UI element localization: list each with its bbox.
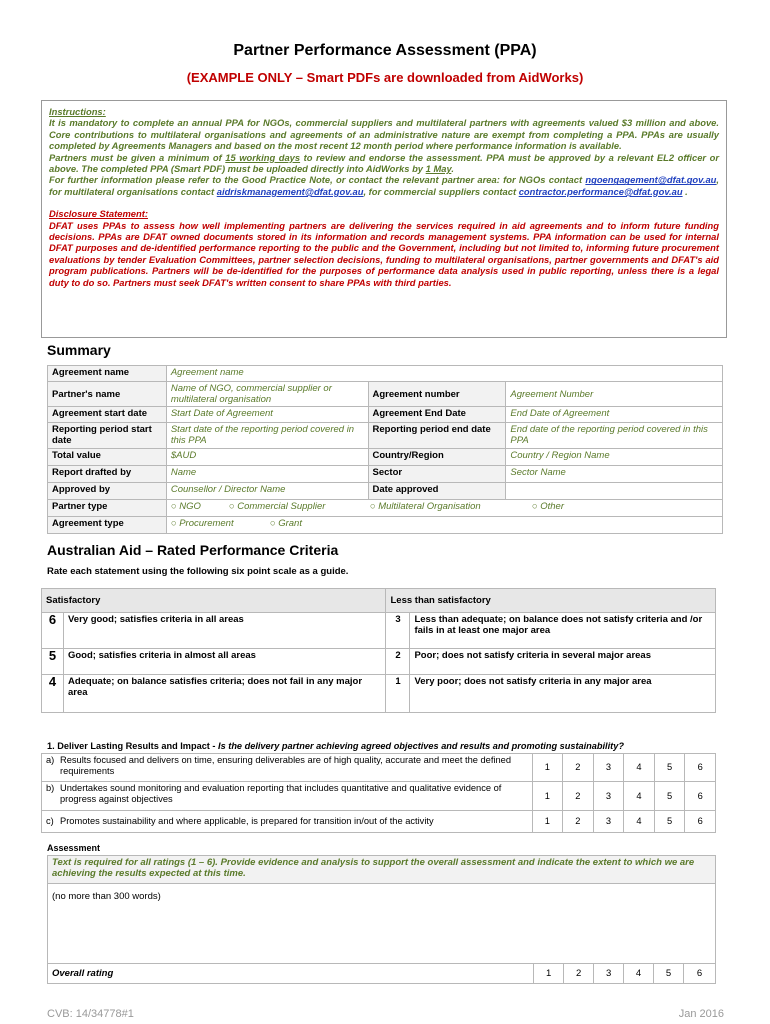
country-label: Country/Region [368, 449, 506, 466]
assessment-table [47, 855, 716, 984]
rating-6[interactable]: 6 [685, 782, 716, 811]
instr-deadline: 15 working days [225, 151, 301, 163]
rating-3[interactable]: 3 [593, 782, 624, 811]
end-date-field[interactable]: End Date of Agreement [506, 407, 723, 423]
period-end-field[interactable]: End date of the reporting period covered in this PPA [506, 423, 723, 449]
scale-1: 1 [386, 675, 410, 713]
overall-rating-2[interactable]: 2 [564, 964, 594, 984]
instr-date: 1 May [425, 163, 452, 175]
partner-type-options [166, 500, 722, 517]
partner-type-label: Partner type [48, 500, 167, 517]
start-date-label: Agreement start date [48, 407, 167, 423]
criteria-heading: Australian Aid – Rated Performance Criteria [47, 542, 339, 558]
scale-5: 5 [42, 649, 64, 675]
rating-2[interactable]: 2 [563, 782, 594, 811]
less-satisfactory-header: Less than satisfactory [386, 589, 716, 613]
rating-3[interactable]: 3 [593, 754, 624, 782]
rating-4[interactable]: 4 [624, 811, 655, 833]
instr-text: Partners must be given a minimum of [49, 151, 226, 163]
page-subtitle: (EXAMPLE ONLY – Smart PDFs are downloaded from AidWorks) [186, 70, 584, 85]
instr-text: . [451, 163, 454, 175]
instr-text: , for commercial suppliers contact [363, 185, 519, 197]
rating-6[interactable]: 6 [685, 811, 716, 833]
multilateral-email-link[interactable]: aidriskmanagement@dfat.gov.au [216, 185, 364, 197]
period-start-field[interactable]: Start date of the reporting period covered in this PPA [166, 423, 368, 449]
country-field[interactable]: Country / Region Name [506, 449, 723, 466]
overall-rating-4[interactable]: 4 [624, 964, 654, 984]
scale-3: 3 [386, 613, 410, 649]
criteria-text [42, 754, 533, 782]
approved-by-label: Approved by [48, 483, 167, 500]
overall-rating-5[interactable]: 5 [654, 964, 684, 984]
rating-4[interactable]: 4 [624, 754, 655, 782]
scale-3-text: Less than adequate; on balance does not satisfy criteria and /or fails in at least one major area [410, 613, 716, 649]
ngo-email-link[interactable]: ngoengagement@dfat.gov.au [585, 174, 717, 186]
satisfactory-header: Satisfactory [42, 589, 386, 613]
criteria-row [42, 782, 716, 811]
criteria-row [42, 811, 716, 833]
overall-rating-3[interactable]: 3 [594, 964, 624, 984]
rating-6[interactable]: 6 [685, 754, 716, 782]
instr-text: . [682, 185, 688, 197]
criteria-text [42, 811, 533, 833]
scale-4: 4 [42, 675, 64, 713]
assessment-label: Assessment [47, 843, 101, 853]
period-end-label: Reporting period end date [368, 423, 506, 449]
partner-type-commercial-radio[interactable]: ○ Commercial Supplier [228, 501, 326, 512]
sector-field[interactable]: Sector Name [506, 466, 723, 483]
q1-title: 1. Deliver Lasting Results and Impact - [47, 741, 219, 751]
rating-3[interactable]: 3 [593, 811, 624, 833]
criteria-letter: c) [46, 816, 54, 826]
partner-type-ngo-radio[interactable]: ○ NGO [170, 501, 201, 512]
word-limit-note: (no more than 300 words) [52, 891, 161, 902]
scale-5-text: Good; satisfies criteria in almost all areas [63, 649, 386, 675]
drafted-by-field[interactable]: Name [166, 466, 368, 483]
instructions-heading: Instructions: [49, 106, 106, 117]
scale-1-text: Very poor; does not satisfy criteria in any major area [410, 675, 716, 713]
agreement-number-label: Agreement number [368, 382, 506, 407]
footer-date: Jan 2016 [678, 1008, 724, 1020]
criteria-text [42, 782, 533, 811]
criteria-desc: Undertakes sound monitoring and evaluation reporting that includes quantitative and qualitative evidence of progress against objectives [60, 783, 502, 804]
partner-name-label: Partner's name [48, 382, 167, 407]
period-start-label: Reporting period start date [48, 423, 167, 449]
sector-label: Sector [368, 466, 506, 483]
overall-rating-label: Overall rating [48, 964, 534, 984]
assessment-instructions: Text is required for all ratings (1 – 6). Provide evidence and analysis to support the overall assessment and indicate the extent to which we are achieving the results expected at this time. [48, 856, 716, 884]
rating-2[interactable]: 2 [563, 754, 594, 782]
partner-type-other-radio[interactable]: ○ Other [531, 501, 564, 512]
total-value-field[interactable]: $AUD [166, 449, 368, 466]
instr-text: For further information please refer to the Good Practice Note, or contact the relevant partner area: for NGOs contact [49, 174, 586, 186]
scale-6-text: Very good; satisfies criteria in all areas [63, 613, 386, 649]
scale-2-text: Poor; does not satisfy criteria in several major areas [410, 649, 716, 675]
overall-rating-1[interactable]: 1 [534, 964, 564, 984]
instructions-p1: It is mandatory to complete an annual PPA for NGOs, commercial suppliers and multilateral partners with agreements valued $3 million and above. Core contributions to multilateral organisations and agreements of an administrative nature are exempt from completing a PPA. PPAs are usually completed by Agreements Managers and based on the most recent 12 month period where performance information is available. [49, 117, 719, 152]
assessment-text-field[interactable] [48, 884, 716, 964]
rating-1[interactable]: 1 [532, 782, 563, 811]
approved-by-field[interactable]: Counsellor / Director Name [166, 483, 368, 500]
date-approved-label: Date approved [368, 483, 506, 500]
total-value-label: Total value [48, 449, 167, 466]
agreement-name-label: Agreement name [48, 366, 167, 382]
partner-type-multilateral-radio[interactable]: ○ Multilateral Organisation [369, 501, 481, 512]
q1-criteria-table [41, 753, 716, 833]
drafted-by-label: Report drafted by [48, 466, 167, 483]
agreement-name-field[interactable]: Agreement name [166, 366, 722, 382]
rating-5[interactable]: 5 [654, 754, 685, 782]
disclosure-heading: Disclosure Statement: [49, 208, 148, 220]
disclosure-text: DFAT uses PPAs to assess how well implementing partners are delivering the services required in aid agreements and to inform future funding decisions. PPAs are DFAT owned documents stored in its information and records management systems. PPA information can be used for internal DFAT purposes and de-identified performance reporting to the public and the Government, including but not limited to, informing future procurement evaluations by tender Evaluation Committees, partner selection decisions, funding to multilateral organisations, partner governments and DFAT's aid program publications. Partners will be de-identified for the purposes of performance data analysis used in public reporting, unless there is a legal duty to do so. Partners must seek DFAT's written consent to share PPAs with third parties. [49, 219, 719, 288]
rating-1[interactable]: 1 [532, 811, 563, 833]
overall-rating-6[interactable]: 6 [684, 964, 716, 984]
instr-text: , for multilateral organisations contact [49, 174, 719, 197]
rating-5[interactable]: 5 [654, 782, 685, 811]
rating-2[interactable]: 2 [563, 811, 594, 833]
rating-scale-table [41, 588, 716, 713]
agreement-type-grant-radio[interactable]: ○ Grant [269, 518, 302, 529]
agreement-number-field[interactable]: Agreement Number [506, 382, 723, 407]
rating-4[interactable]: 4 [624, 782, 655, 811]
criteria-letter: a) [46, 755, 55, 765]
summary-heading: Summary [47, 342, 111, 358]
footer-doc-ref: CVB: 14/34778#1 [47, 1008, 134, 1020]
criteria-row [42, 754, 716, 782]
contractor-email-link[interactable]: contractor.performance@dfat.gov.au [518, 185, 683, 197]
agreement-type-options [166, 517, 722, 534]
summary-table [47, 365, 723, 534]
scale-2: 2 [386, 649, 410, 675]
start-date-field[interactable]: Start Date of Agreement [166, 407, 368, 423]
date-approved-field[interactable] [506, 483, 723, 500]
q1-question: Is the delivery partner achieving agreed objectives and results and promoting sustainability? [218, 741, 624, 751]
end-date-label: Agreement End Date [368, 407, 506, 423]
criteria-desc: Promotes sustainability and where applicable, is prepared for transition in/out of the activity [60, 816, 434, 826]
criteria-intro: Rate each statement using the following six point scale as a guide. [47, 566, 349, 577]
criteria-desc: Results focused and delivers on time, ensuring deliverables are of high quality, accurate and meet the defined requirements [60, 755, 511, 776]
q1-heading [47, 741, 624, 751]
criteria-letter: b) [46, 783, 55, 793]
agreement-type-label: Agreement type [48, 517, 167, 534]
instructions-box [41, 100, 727, 338]
rating-1[interactable]: 1 [532, 754, 563, 782]
scale-6: 6 [42, 613, 64, 649]
scale-4-text: Adequate; on balance satisfies criteria; does not fail in any major area [63, 675, 386, 713]
instr-text: to review and endorse the assessment. PPA must be approved by a relevant EL2 officer or above. The completed PPA (Smart PDF) must be uploaded directly into AidWorks by [49, 151, 719, 175]
partner-name-field[interactable]: Name of NGO, commercial supplier or multilateral organisation [166, 382, 368, 407]
agreement-type-procurement-radio[interactable]: ○ Procurement [170, 518, 234, 529]
rating-5[interactable]: 5 [654, 811, 685, 833]
page-title: Partner Performance Assessment (PPA) [233, 42, 537, 59]
